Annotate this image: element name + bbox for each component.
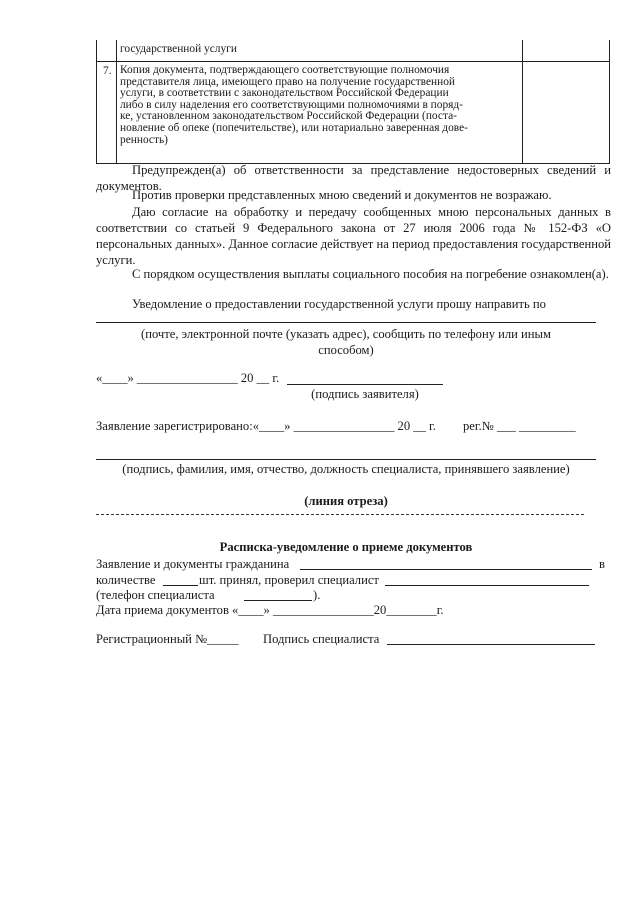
table-row-7-line: ренность) xyxy=(120,133,168,146)
table-row-separator xyxy=(96,61,610,62)
table-row-7-line: представителя лица, имеющего право на получение государственной xyxy=(120,75,456,88)
applicant-signature-hint: (подпись заявителя) xyxy=(311,387,419,401)
specialist-hint: (подпись, фамилия, имя, отчество, должность специалиста, принявшего заявление) xyxy=(122,462,570,476)
receipt-specialist-line[interactable] xyxy=(385,585,589,586)
table-divider-number xyxy=(116,40,117,164)
warning-paragraph: Предупрежден(а) об ответственности за представление недостоверных сведений и документов. xyxy=(96,163,611,193)
receipt-registration-number[interactable]: Регистрационный №_____ xyxy=(96,632,239,646)
applicant-signature-line[interactable] xyxy=(287,384,443,385)
cut-line-label: (линия отреза) xyxy=(304,494,388,508)
receipt-signature-line[interactable] xyxy=(387,644,595,645)
table-row-7-text xyxy=(120,65,518,146)
receipt-specialist-label: шт. принял, проверил специалист xyxy=(199,573,379,587)
familiarized-paragraph: С порядком осуществления выплаты социального пособия на погребение ознакомлен(а). xyxy=(132,267,609,281)
cut-line xyxy=(96,514,584,515)
table-row-7-line: Копия документа, подтверждающего соответствующие полномочия xyxy=(120,64,450,76)
receipt-phone-end: ). xyxy=(313,588,321,602)
table-row-7-line: услуги, в соответствии с законодательством Российской Федерации xyxy=(120,87,449,100)
notification-hint-2: способом) xyxy=(318,343,374,357)
receipt-title: Расписка-уведомление о приеме документов xyxy=(219,540,473,554)
registered-field[interactable]: Заявление зарегистрировано:«____» ________________ 20 __ г. xyxy=(96,419,436,433)
registration-number-field[interactable]: рег.№ ___ _________ xyxy=(463,419,576,433)
table-row-7-line: новление об опеке (попечительстве), или нотариально заверенная дове- xyxy=(120,121,468,134)
applicant-date[interactable]: «____» ________________ 20 __ г. xyxy=(96,371,280,385)
no-objection-paragraph: Против проверки представленных мною сведений и документов не возражаю. xyxy=(132,188,552,202)
table-prev-row-text: государственной услуги xyxy=(120,43,237,55)
table-row-7-line: ке, установленном законодательством Российской Федерации (поста- xyxy=(120,110,457,123)
documents-table xyxy=(96,40,610,164)
receipt-signature-label: Подпись специалиста xyxy=(263,632,380,646)
receipt-citizen-label: Заявление и документы гражданина xyxy=(96,557,290,571)
receipt-citizen-line[interactable] xyxy=(300,569,592,570)
receipt-date-field[interactable]: Дата приема документов «____» ________________20________г. xyxy=(96,603,444,617)
notification-hint-1: (почте, электронной почте (указать адрес), сообщить по телефону или иным xyxy=(141,327,551,341)
table-row-number: 7. xyxy=(103,65,112,77)
receipt-phone-label: (телефон специалиста xyxy=(96,588,215,602)
table-row-7-line: либо в силу наделения его соответствующими полномочиями в поряд- xyxy=(120,98,463,111)
table-divider-notes xyxy=(522,40,523,164)
receipt-quantity-line[interactable] xyxy=(163,585,198,586)
receipt-citizen-end: в xyxy=(599,557,605,571)
receipt-phone-line[interactable] xyxy=(244,600,312,601)
notification-paragraph: Уведомление о предоставлении государственной услуги прошу направить по xyxy=(132,297,546,311)
table-border-left xyxy=(96,40,97,164)
specialist-signature-line[interactable] xyxy=(96,459,596,460)
table-border-right xyxy=(609,40,610,164)
notification-address-line[interactable] xyxy=(96,322,596,323)
consent-paragraph: Даю согласие на обработку и передачу сообщенных мною персональных данных в соответствии со статьей 9 Федерального закона от 27 июля 2006 года № 152-ФЗ «О персональных данных». Данное согласие действует на период предоставления государственной услуги. xyxy=(96,205,611,267)
receipt-quantity-label: количестве xyxy=(96,573,156,587)
